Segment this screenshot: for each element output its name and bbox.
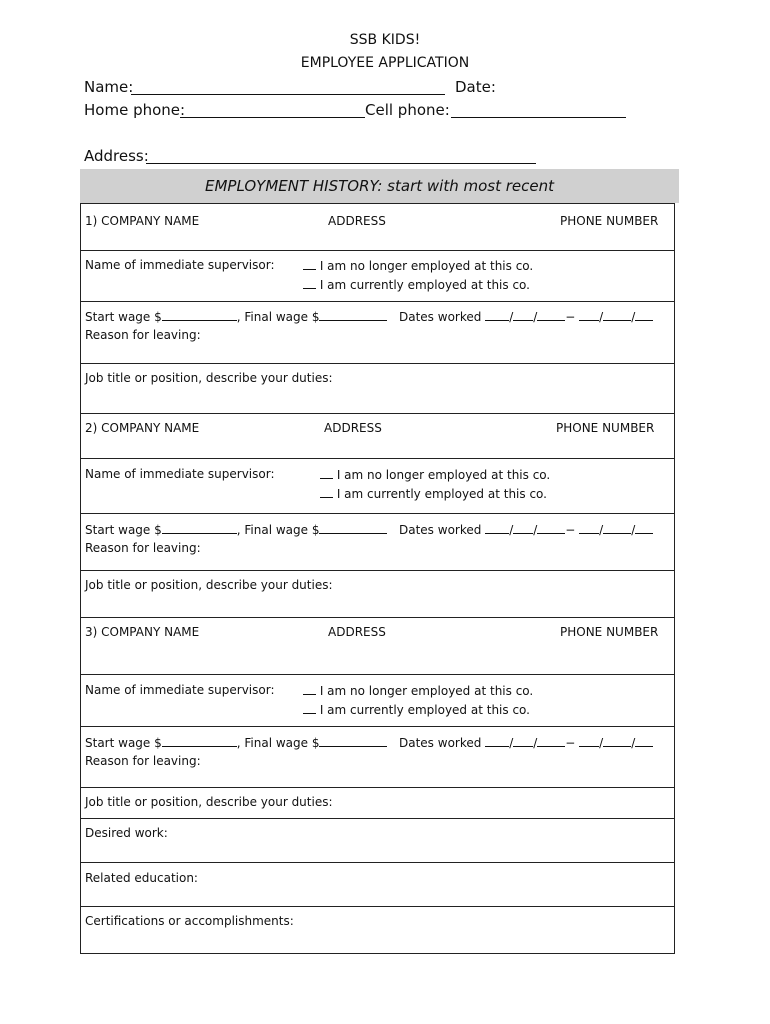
home-phone-label: Home phone:	[84, 101, 186, 119]
cell-phone-field[interactable]	[451, 117, 626, 118]
address-label: Address:	[84, 147, 149, 165]
date-label: Date:	[455, 78, 496, 96]
cell-phone-label: Cell phone:	[365, 101, 450, 119]
currently-employed-1[interactable]: I am currently employed at this co.	[303, 277, 530, 292]
supervisor-label-3: Name of immediate supervisor:	[85, 683, 275, 697]
dates-worked-1[interactable]: Dates worked / / − / /	[399, 309, 653, 324]
address-label-1: ADDRESS	[328, 214, 386, 228]
job-title-label-1: Job title or position, describe your duties:	[85, 371, 333, 385]
address-label-3: ADDRESS	[328, 625, 386, 639]
employment-history-banner	[80, 169, 679, 203]
reason-label-1: Reason for leaving:	[85, 328, 201, 342]
dates-worked-3[interactable]: Dates worked / / − / /	[399, 735, 653, 750]
currently-employed-3[interactable]: I am currently employed at this co.	[303, 702, 530, 717]
name-label: Name:	[84, 78, 134, 96]
supervisor-label-2: Name of immediate supervisor:	[85, 467, 275, 481]
address-label-2: ADDRESS	[324, 421, 382, 435]
reason-label-3: Reason for leaving:	[85, 754, 201, 768]
name-field[interactable]	[131, 94, 445, 95]
wage-line-2[interactable]: Start wage $ , Final wage $	[85, 522, 387, 537]
phone-label-3: PHONE NUMBER	[560, 625, 659, 639]
wage-line-1[interactable]: Start wage $ , Final wage $	[85, 309, 387, 324]
address-field[interactable]	[146, 163, 536, 164]
dates-worked-2[interactable]: Dates worked / / − / /	[399, 522, 653, 537]
employment-table	[80, 203, 675, 954]
supervisor-label-1: Name of immediate supervisor:	[85, 258, 275, 272]
home-phone-field[interactable]	[180, 117, 365, 118]
company-label-2: 2) COMPANY NAME	[85, 421, 200, 435]
company-label-1: 1) COMPANY NAME	[85, 214, 200, 228]
no-longer-employed-2[interactable]: I am no longer employed at this co.	[320, 467, 550, 482]
banner-text: EMPLOYMENT HISTORY: start with most recent	[204, 177, 554, 195]
job-title-label-3: Job title or position, describe your duties:	[85, 795, 333, 809]
currently-employed-2[interactable]: I am currently employed at this co.	[320, 486, 547, 501]
reason-label-2: Reason for leaving:	[85, 541, 201, 555]
desired-work-label: Desired work:	[85, 826, 168, 840]
phone-label-1: PHONE NUMBER	[560, 214, 659, 228]
form-title: EMPLOYEE APPLICATION	[300, 55, 470, 71]
no-longer-employed-1[interactable]: I am no longer employed at this co.	[303, 258, 533, 273]
no-longer-employed-3[interactable]: I am no longer employed at this co.	[303, 683, 533, 698]
related-education-label: Related education:	[85, 871, 198, 885]
company-label-3: 3) COMPANY NAME	[85, 625, 200, 639]
phone-label-2: PHONE NUMBER	[556, 421, 655, 435]
certifications-label: Certifications or accomplishments:	[85, 914, 294, 928]
wage-line-3[interactable]: Start wage $ , Final wage $	[85, 735, 387, 750]
job-title-label-2: Job title or position, describe your duties:	[85, 578, 333, 592]
company-name: SSB KIDS!	[349, 32, 421, 48]
